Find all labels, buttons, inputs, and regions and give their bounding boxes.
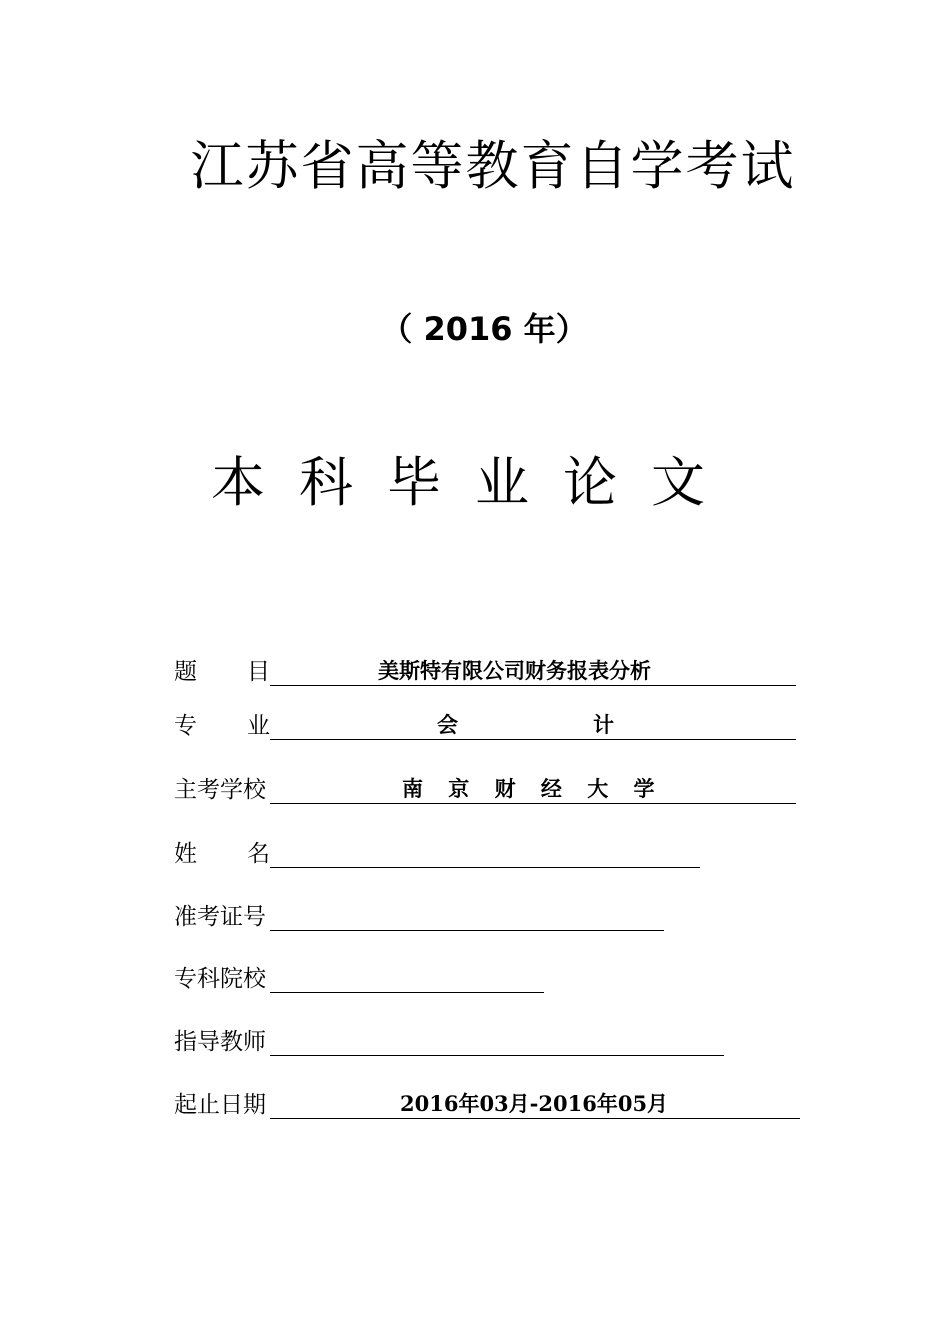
topic-value: 美斯特有限公司财务报表分析 [378,658,651,683]
school-value: 南 京 财 经 大 学 [402,776,655,801]
advisor-underline [270,1023,724,1056]
exam-title: 江苏省高等教育自学考试 [190,136,796,197]
document-type-title: 本科毕业论文 [211,451,739,514]
name-label: 姓 名 [174,841,270,867]
name-underline [270,835,700,868]
major-underline [270,707,796,740]
major-label: 专 业 [174,713,270,739]
period-label: 起止日期 [174,1092,266,1118]
school-label: 主考学校 [174,777,266,803]
major-value-part-1: 会 [437,712,458,737]
exam-id-underline [270,898,664,931]
exam-year: （ 2016 年） [380,310,588,348]
exam-id-label: 准考证号 [174,904,266,930]
topic-label: 题 目 [174,659,270,685]
major-value-part-2: 计 [593,712,614,737]
advisor-label: 指导教师 [174,1029,266,1055]
period-value: 2016年03月-2016年05月 [400,1091,669,1116]
college-label: 专科院校 [174,966,266,992]
college-underline [270,960,544,993]
